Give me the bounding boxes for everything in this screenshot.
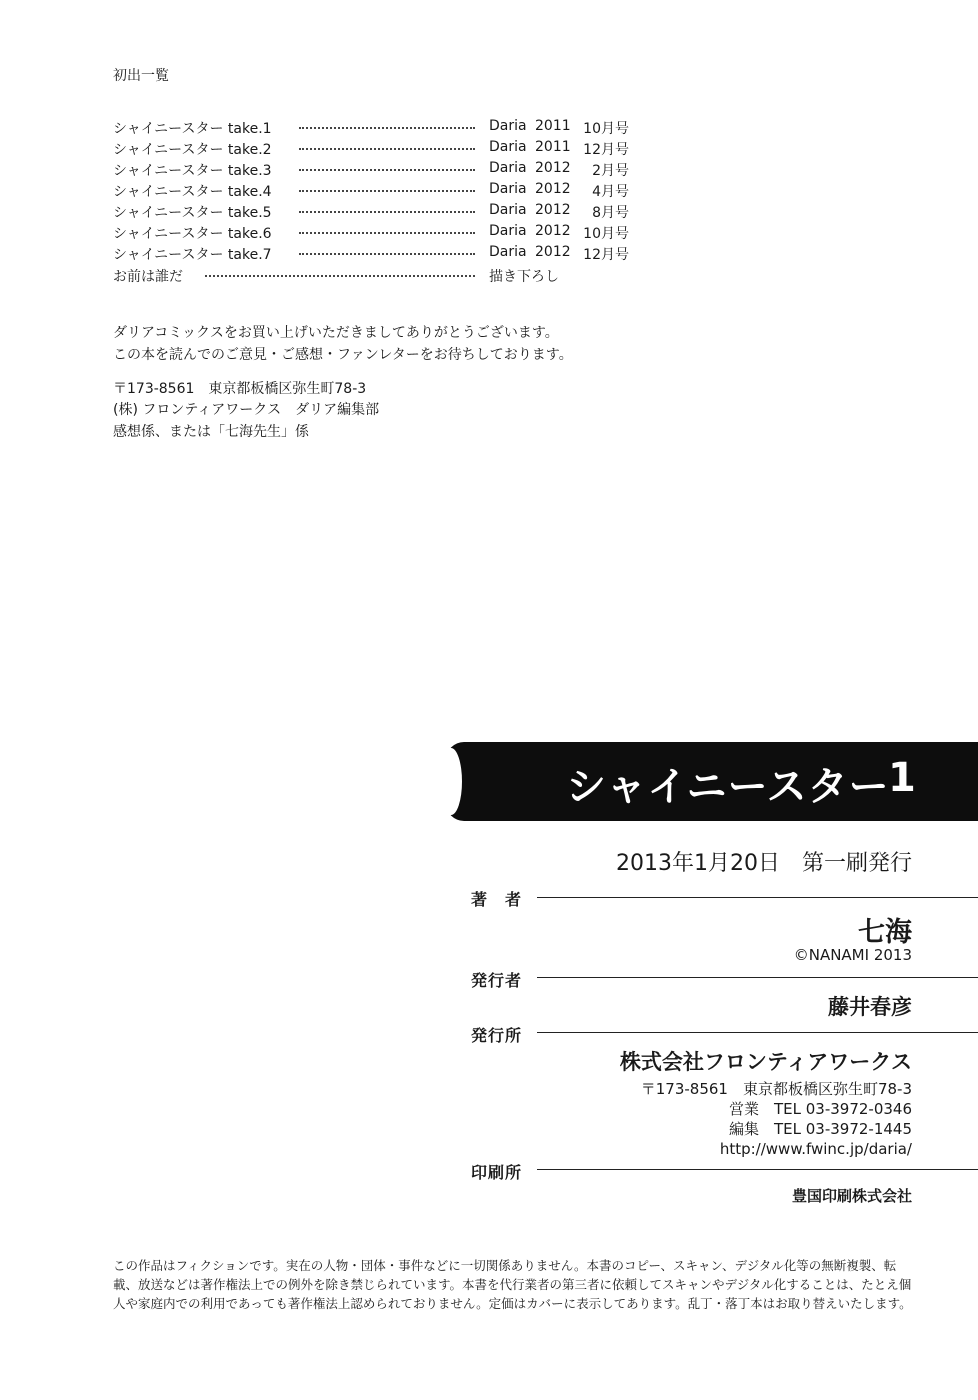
address-line-3: 感想係、または「七海先生」係 bbox=[113, 424, 309, 440]
copyright-notice: ©NANAMI 2013 bbox=[793, 946, 912, 964]
divider-rule bbox=[537, 1032, 978, 1033]
author-name: 七海 bbox=[858, 917, 912, 948]
publishing-house-address: 〒173-8561 東京都板橋区弥生町78-3 bbox=[640, 1080, 912, 1098]
address-line-2: (株) フロンティアワークス ダリア編集部 bbox=[113, 402, 380, 418]
toc-magazine: Daria bbox=[489, 139, 527, 155]
leader-dots bbox=[299, 232, 475, 234]
toc-issue: 8月号 bbox=[592, 205, 629, 221]
toc-title: シャイニースター take.5 bbox=[113, 205, 272, 221]
toc-magazine: Daria bbox=[489, 181, 527, 197]
toc-magazine: Daria bbox=[489, 202, 527, 218]
toc-magazine: 描き下ろし bbox=[489, 269, 559, 285]
printer-label: 印刷所 bbox=[471, 1163, 523, 1182]
volume-number: 1 bbox=[888, 755, 916, 801]
sales-phone: 営業 TEL 03-3972-0346 bbox=[728, 1100, 912, 1118]
toc-year: 2012 bbox=[535, 160, 571, 176]
toc-title: シャイニースター take.1 bbox=[113, 121, 272, 137]
publishing-house-name: 株式会社フロンティアワークス bbox=[619, 1050, 912, 1074]
legal-disclaimer: この作品はフィクションです。実在の人物・団体・事件などに一切関係ありません。本書のコピー、スキャン、デジタル化等の無断複製、転載、放送などは著作権法上での例外を除き禁じられています。本書を代行業者の第三者に依頼してスキャンやデジタル化することは、たとえ個人や家庭内での利用であっても著作権法上認められておりません。定価はカバーに表示してあります。乱丁・落丁本はお取り替えいたします。 bbox=[113, 1258, 912, 1311]
toc-magazine: Daria bbox=[489, 244, 527, 260]
toc-title: シャイニースター take.6 bbox=[113, 226, 272, 242]
divider-rule bbox=[537, 977, 978, 978]
leader-dots bbox=[299, 169, 475, 171]
leader-dots bbox=[299, 211, 475, 213]
website-url: http://www.fwinc.jp/daria/ bbox=[719, 1140, 912, 1158]
toc-issue: 10月号 bbox=[583, 226, 629, 242]
toc-year: 2011 bbox=[535, 139, 571, 155]
toc-entry bbox=[113, 266, 633, 287]
toc-issue: 4月号 bbox=[592, 184, 629, 200]
leader-dots bbox=[299, 127, 475, 129]
toc-magazine: Daria bbox=[489, 160, 527, 176]
toc-year: 2012 bbox=[535, 244, 571, 260]
publishing-house-label: 発行所 bbox=[471, 1026, 523, 1045]
toc-year: 2011 bbox=[535, 118, 571, 134]
toc-year: 2012 bbox=[535, 223, 571, 239]
toc-issue: 10月号 bbox=[583, 121, 629, 137]
toc-magazine: Daria bbox=[489, 223, 527, 239]
toc-entry bbox=[113, 181, 633, 202]
toc-issue: 12月号 bbox=[583, 247, 629, 263]
toc-title: シャイニースター take.4 bbox=[113, 184, 272, 200]
toc-title: お前は誰だ bbox=[113, 269, 183, 285]
toc-year: 2012 bbox=[535, 202, 571, 218]
toc-entry bbox=[113, 118, 633, 139]
toc-title: シャイニースター take.7 bbox=[113, 247, 272, 263]
toc-entry bbox=[113, 223, 633, 244]
editorial-phone: 編集 TEL 03-3972-1445 bbox=[728, 1120, 912, 1138]
toc-issue: 12月号 bbox=[583, 142, 629, 158]
thanks-line-1: ダリアコミックスをお買い上げいただきましてありがとうございます。 bbox=[113, 325, 559, 341]
leader-dots bbox=[299, 190, 475, 192]
book-title: シャイニースター bbox=[566, 764, 890, 810]
toc-entry bbox=[113, 244, 633, 265]
toc-year: 2012 bbox=[535, 181, 571, 197]
leader-dots bbox=[299, 253, 475, 255]
toc-magazine: Daria bbox=[489, 118, 527, 134]
leader-dots bbox=[299, 148, 475, 150]
publication-date: 2013年1月20日 第一刷発行 bbox=[616, 851, 912, 876]
divider-rule bbox=[537, 1169, 978, 1170]
toc-issue: 2月号 bbox=[592, 163, 629, 179]
publisher-label: 発行者 bbox=[471, 971, 523, 990]
toc-entry bbox=[113, 160, 633, 181]
divider-rule bbox=[537, 897, 978, 898]
author-label: 著 者 bbox=[471, 890, 523, 909]
toc-title: シャイニースター take.2 bbox=[113, 142, 272, 158]
toc-entry bbox=[113, 139, 633, 160]
publisher-name: 藤井春彦 bbox=[828, 995, 912, 1019]
leader-dots bbox=[205, 275, 475, 277]
first-appearance-heading: 初出一覧 bbox=[113, 68, 169, 84]
printer-name: 豊国印刷株式会社 bbox=[791, 1187, 912, 1205]
thanks-line-2: この本を読んでのご意見・ご感想・ファンレターをお待ちしております。 bbox=[113, 347, 573, 363]
address-line-1: 〒173-8561 東京都板橋区弥生町78-3 bbox=[113, 381, 367, 397]
toc-title: シャイニースター take.3 bbox=[113, 163, 272, 179]
toc-entry bbox=[113, 202, 633, 223]
